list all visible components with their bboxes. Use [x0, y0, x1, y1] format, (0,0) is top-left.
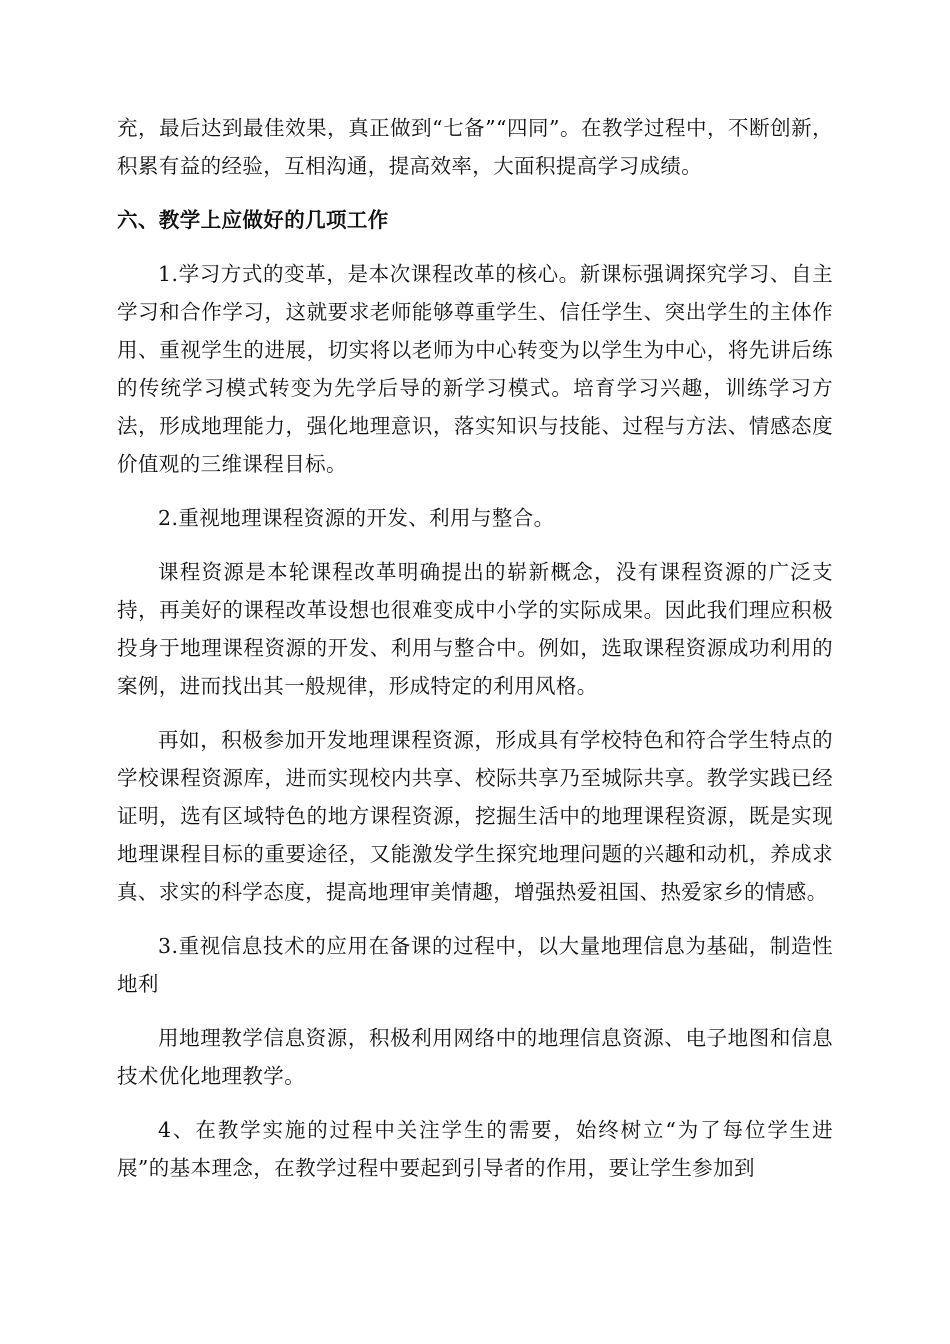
paragraph-continuation: 充，最后达到最佳效果，真正做到“七备”“四同”。在教学过程中，不断创新，积累有益的经验，互相沟通，提高效率，大面积提高学习成绩。	[117, 116, 833, 178]
paragraph-item-3: 3.重视信息技术的应用在备课的过程中，以大量地理信息为基础，制造性地利	[117, 934, 833, 996]
paragraph-info-tech: 用地理教学信息资源，积极利用网络中的地理信息资源、电子地图和信息技术优化地理教学。	[117, 1026, 833, 1088]
section-heading: 六、教学上应做好的几项工作	[117, 208, 389, 232]
paragraph-development: 再如，积极参加开发地理课程资源，形成具有学校特色和符合学生特点的学校课程资源库，进而实现校内共享、校际共享乃至城际共享。教学实践已经证明，选有区域特色的地方课程资源，挖掘生活中的地理课程资源，既是实现地理课程目标的重要途径，又能激发学生探究地理问题的兴趣和动机，养成求真、求实的科学态度，提高地理审美情趣，增强热爱祖国、热爱家乡的情感。	[117, 728, 833, 904]
paragraph-item-4: 4、在教学实施的过程中关注学生的需要，始终树立“为了每位学生进展”的基本理念，在教学过程中要起到引导者的作用，要让学生参加到	[117, 1118, 833, 1180]
document-body	[117, 109, 833, 1187]
paragraph-resources: 课程资源是本轮课程改革明确提出的崭新概念，没有课程资源的广泛支持，再美好的课程改革设想也很难变成中小学的实际成果。因此我们理应积极投身于地理课程资源的开发、利用与整合中。例如，选取课程资源成功利用的案例，进而找出其一般规律，形成特定的利用风格。	[117, 560, 833, 698]
paragraph-item-2: 2.重视地理课程资源的开发、利用与整合。	[158, 506, 555, 530]
paragraph-item-1: 1.学习方式的变革，是本次课程改革的核心。新课标强调探究学习、自主学习和合作学习，这就要求老师能够尊重学生、信任学生、突出学生的主体作用、重视学生的进展，切实将以老师为中心转变为以学生为中心，将先讲后练的传统学习模式转变为先学后导的新学习模式。培育学习兴趣，训练学习方法，形成地理能力，强化地理意识，落实知识与技能、过程与方法、情感态度价值观的三维课程目标。	[117, 262, 833, 476]
